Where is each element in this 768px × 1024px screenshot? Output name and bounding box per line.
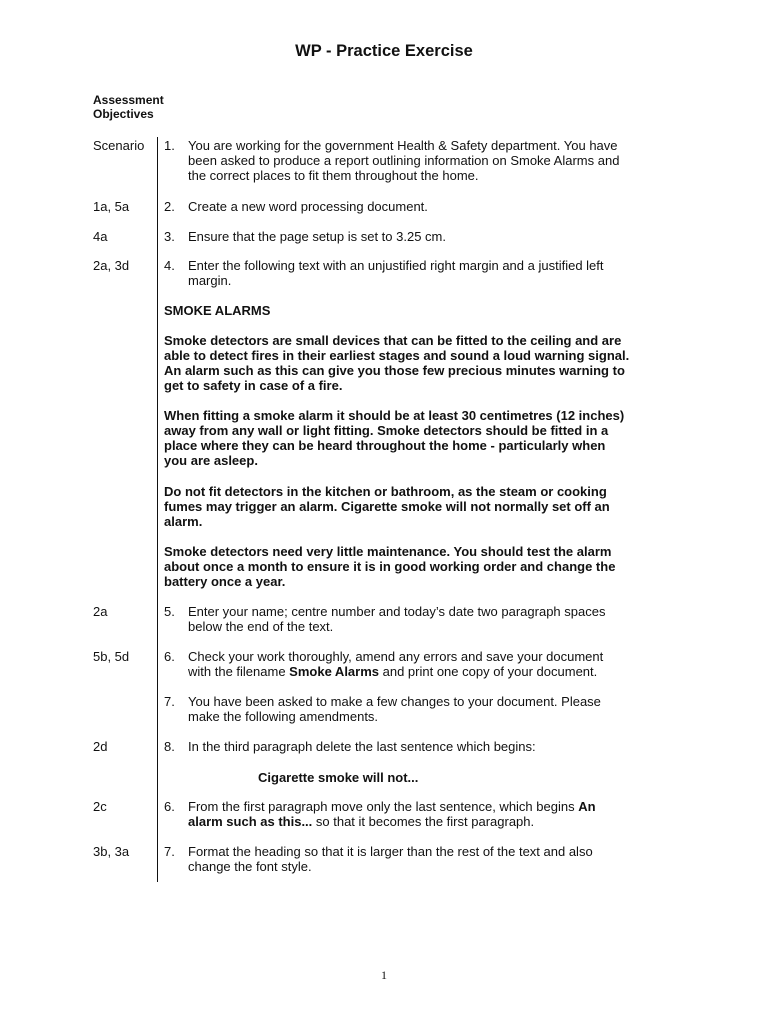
paragraph-line: An alarm such as this can give you those few precious minutes warning to xyxy=(164,363,625,378)
task-text-bold: alarm such as this... xyxy=(188,814,313,829)
task-line: Enter the following text with an unjustified right margin and a justified left xyxy=(188,258,604,273)
paragraph-line: you are asleep. xyxy=(164,453,258,468)
paragraph-line: Smoke detectors are small devices that can be fitted to the ceiling and are xyxy=(164,333,622,348)
task-line: You have been asked to make a few changes to your document. Please xyxy=(188,694,601,709)
task-text-segment: and print one copy of your document. xyxy=(379,664,598,679)
task-line: Enter your name; centre number and today’s date two paragraph spaces xyxy=(188,604,606,619)
task-line: Format the heading so that it is larger than the rest of the text and also xyxy=(188,844,593,859)
page-title: WP - Practice Exercise xyxy=(295,42,473,60)
task-text xyxy=(188,844,668,874)
task-line: been asked to produce a report outlining information on Smoke Alarms and xyxy=(188,153,620,168)
task-line: Check your work thoroughly, amend any errors and save your document xyxy=(188,649,604,664)
task-line: margin. xyxy=(188,273,232,288)
task-text xyxy=(188,604,668,634)
task-number: 4. xyxy=(164,258,175,273)
paragraph-line: away from any wall or light fitting. Smoke detectors should be fitted in a xyxy=(164,423,609,438)
task-text-segment: with the filename xyxy=(188,664,290,679)
body-paragraph-3 xyxy=(164,484,684,529)
body-paragraph-2 xyxy=(164,408,684,468)
task-line xyxy=(188,664,668,679)
smoke-alarms-heading: SMOKE ALARMS xyxy=(164,303,271,318)
objective-code: 2a xyxy=(93,604,108,619)
body-paragraph-4 xyxy=(164,544,684,589)
task-text-segment: so that it becomes the first paragraph. xyxy=(312,814,535,829)
task-line: change the font style. xyxy=(188,859,312,874)
objective-code: 5b, 5d xyxy=(93,649,130,664)
task-number: 8. xyxy=(164,739,175,754)
paragraph-line: Smoke detectors need very little maintenance. You should test the alarm xyxy=(164,544,612,559)
task-line: In the third paragraph delete the last sentence which begins: xyxy=(188,739,536,754)
objective-code: 3b, 3a xyxy=(93,844,130,859)
objectives-heading xyxy=(93,93,164,121)
task-text xyxy=(188,649,668,679)
task-line xyxy=(188,799,668,814)
task-number: 6. xyxy=(164,799,175,814)
task-number: 7. xyxy=(164,844,175,859)
task-number: 1. xyxy=(164,138,175,153)
task-text xyxy=(188,739,668,754)
task-line: Create a new word processing document. xyxy=(188,199,428,214)
task-text-segment: From the first paragraph move only the last sentence, which begins xyxy=(188,799,579,814)
objective-code: 2d xyxy=(93,739,108,754)
quoted-sentence: Cigarette smoke will not... xyxy=(258,770,419,785)
task-line: Ensure that the page setup is set to 3.25 cm. xyxy=(188,229,446,244)
task-line: You are working for the government Health & Safety department. You have xyxy=(188,138,618,153)
task-line: make the following amendments. xyxy=(188,709,379,724)
task-number: 5. xyxy=(164,604,175,619)
task-number: 3. xyxy=(164,229,175,244)
body-paragraph-1 xyxy=(164,333,684,393)
task-text xyxy=(188,799,668,829)
objective-code: 4a xyxy=(93,229,108,244)
objective-code: 2a, 3d xyxy=(93,258,130,273)
task-text xyxy=(188,138,668,183)
task-text xyxy=(188,694,668,724)
task-text xyxy=(188,199,668,214)
task-number: 6. xyxy=(164,649,175,664)
paragraph-line: battery once a year. xyxy=(164,574,286,589)
paragraph-line: When fitting a smoke alarm it should be at least 30 centimetres (12 inches) xyxy=(164,408,625,423)
objective-code: 1a, 5a xyxy=(93,199,130,214)
column-divider xyxy=(157,137,158,882)
task-text xyxy=(188,229,668,244)
objectives-heading-line2: Objectives xyxy=(93,107,154,121)
task-text-bold: An xyxy=(578,799,596,814)
paragraph-line: alarm. xyxy=(164,514,203,529)
objective-code: Scenario xyxy=(93,138,145,153)
paragraph-line: about once a month to ensure it is in good working order and change the xyxy=(164,559,616,574)
task-number: 2. xyxy=(164,199,175,214)
paragraph-line: Do not fit detectors in the kitchen or bathroom, as the steam or cooking xyxy=(164,484,607,499)
objectives-heading-line1: Assessment xyxy=(93,93,164,107)
objective-code: 2c xyxy=(93,799,107,814)
filename-bold: Smoke Alarms xyxy=(289,664,380,679)
task-text xyxy=(188,258,668,288)
page-number: 1 xyxy=(381,968,387,982)
task-line xyxy=(188,814,668,829)
task-number: 7. xyxy=(164,694,175,709)
task-line: below the end of the text. xyxy=(188,619,334,634)
paragraph-line: fumes may trigger an alarm. Cigarette smoke will not normally set off an xyxy=(164,499,610,514)
paragraph-line: place where they can be heard throughout the home - particularly when xyxy=(164,438,606,453)
paragraph-line: able to detect fires in their earliest stages and sound a loud warning signal. xyxy=(164,348,630,363)
paragraph-line: get to safety in case of a fire. xyxy=(164,378,343,393)
task-line: the correct places to fit them throughout the home. xyxy=(188,168,479,183)
